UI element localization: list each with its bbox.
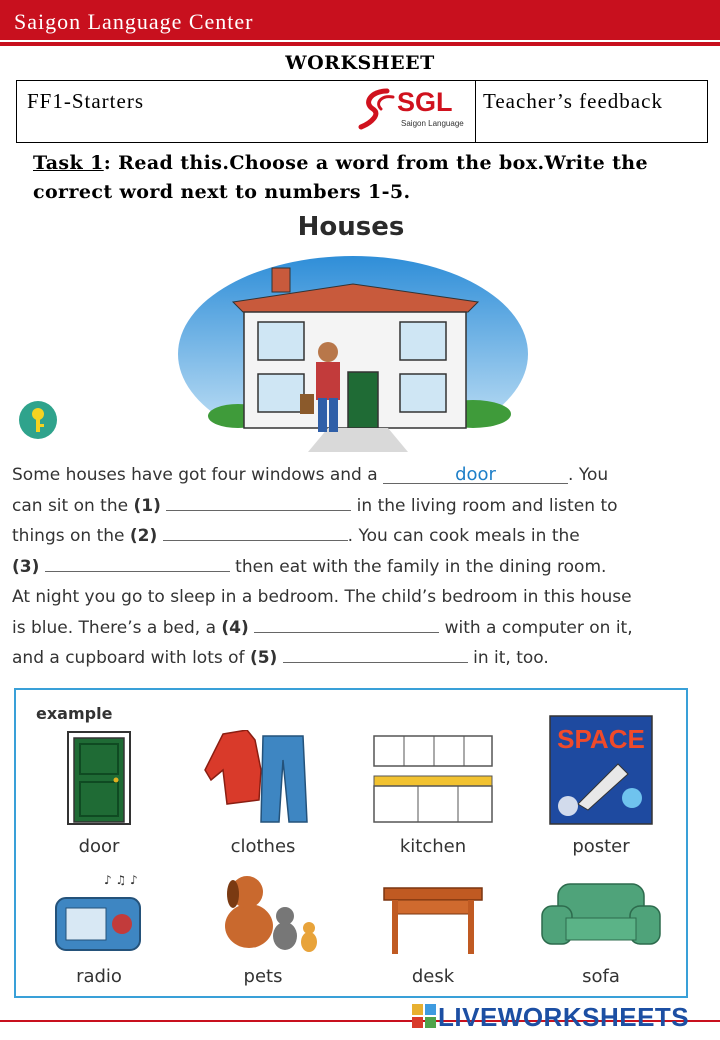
passage-text: is blue. There’s a bed, a — [12, 617, 222, 638]
blank-number-5: (5) — [249, 648, 278, 668]
door-icon — [64, 730, 134, 826]
task-text: : Read this.Choose a word from the box.Write the correct word next to numbers 1-5. — [33, 152, 648, 203]
word-item-poster — [526, 714, 676, 857]
passage-text: . You can cook meals in the — [347, 526, 580, 546]
liveworksheets-logo-icon — [412, 1004, 436, 1028]
passage-line — [12, 643, 692, 674]
word-item-sofa — [526, 872, 676, 987]
header-divider — [0, 42, 720, 46]
word-label: radio — [76, 966, 122, 987]
radio-icon — [44, 872, 154, 956]
reading-title: Houses — [297, 212, 405, 242]
word-label: kitchen — [399, 836, 467, 857]
clothes-icon — [203, 730, 323, 826]
passage-text: with a computer on it, — [439, 617, 633, 638]
passage-text: things on the — [12, 526, 130, 546]
passage-line — [12, 521, 692, 552]
passage-text: and a cupboard with lots of — [12, 648, 250, 668]
sgl-logo-icon — [357, 87, 397, 131]
passage-line — [12, 613, 692, 644]
logo-text: SGL — [397, 87, 453, 117]
passage-text: then eat with the family in the dining room. — [229, 556, 607, 577]
passage-line: At night you go to sleep in a bedroom. The child’s bedroom in this house — [12, 587, 632, 607]
word-item-radio — [24, 872, 174, 987]
kitchen-icon — [368, 730, 498, 826]
passage-text: in the living room and listen to — [351, 495, 618, 516]
passage-line — [12, 552, 692, 583]
answer-blank-3[interactable] — [45, 554, 230, 572]
passage-text: in it, too. — [467, 648, 549, 668]
house-illustration — [178, 254, 528, 454]
answer-blank-2[interactable] — [163, 523, 348, 541]
word-label: poster — [572, 836, 630, 857]
word-item-clothes — [188, 730, 338, 857]
teacher-feedback-label: Teacher’s feedback — [483, 89, 663, 113]
sgl-logo — [357, 85, 469, 137]
poster-text: SPACE — [557, 724, 645, 754]
example-label: example — [36, 704, 113, 723]
blank-number-2: (2) — [129, 526, 158, 546]
pets-icon — [203, 872, 323, 956]
answer-blank-1[interactable] — [166, 493, 351, 511]
example-answer: door — [383, 466, 568, 484]
svg-text:♪ ♫ ♪: ♪ ♫ ♪ — [104, 873, 138, 887]
passage-text: can sit on the — [12, 495, 134, 516]
blank-number-1: (1) — [133, 495, 161, 516]
logo-subtext: Saigon Language — [401, 119, 464, 128]
sofa-icon — [538, 872, 664, 956]
course-name: FF1-Starters — [27, 89, 144, 113]
word-label: desk — [411, 966, 455, 987]
word-box — [14, 688, 688, 998]
word-item-door — [24, 730, 174, 857]
answer-blank-5[interactable] — [283, 645, 468, 663]
header-title: Saigon Language Center — [14, 9, 254, 34]
task-instruction — [33, 149, 703, 207]
answer-blank-4[interactable] — [254, 615, 439, 633]
info-table — [16, 80, 708, 143]
word-item-kitchen — [358, 730, 508, 857]
blank-number-4: (4) — [221, 617, 249, 638]
passage-line — [12, 460, 692, 491]
reading-passage — [12, 460, 692, 674]
word-label: pets — [243, 966, 283, 987]
key-icon — [18, 400, 58, 440]
passage-text: . You — [568, 465, 609, 485]
task-label: Task 1 — [33, 152, 104, 174]
header-bar — [0, 0, 720, 40]
passage-text: Some houses have got four windows and a — [12, 465, 384, 485]
word-label: clothes — [230, 836, 296, 857]
desk-icon — [378, 872, 488, 956]
poster-icon — [548, 714, 654, 826]
worksheet-title: WORKSHEET — [285, 52, 435, 74]
word-label: sofa — [582, 966, 620, 987]
table-divider — [475, 81, 476, 142]
blank-number-3: (3) — [12, 556, 40, 577]
word-label: door — [78, 836, 120, 857]
word-item-pets — [188, 872, 338, 987]
passage-line — [12, 491, 692, 522]
word-item-desk — [358, 872, 508, 987]
liveworksheets-brand: LIVEWORKSHEETS — [438, 1002, 690, 1032]
